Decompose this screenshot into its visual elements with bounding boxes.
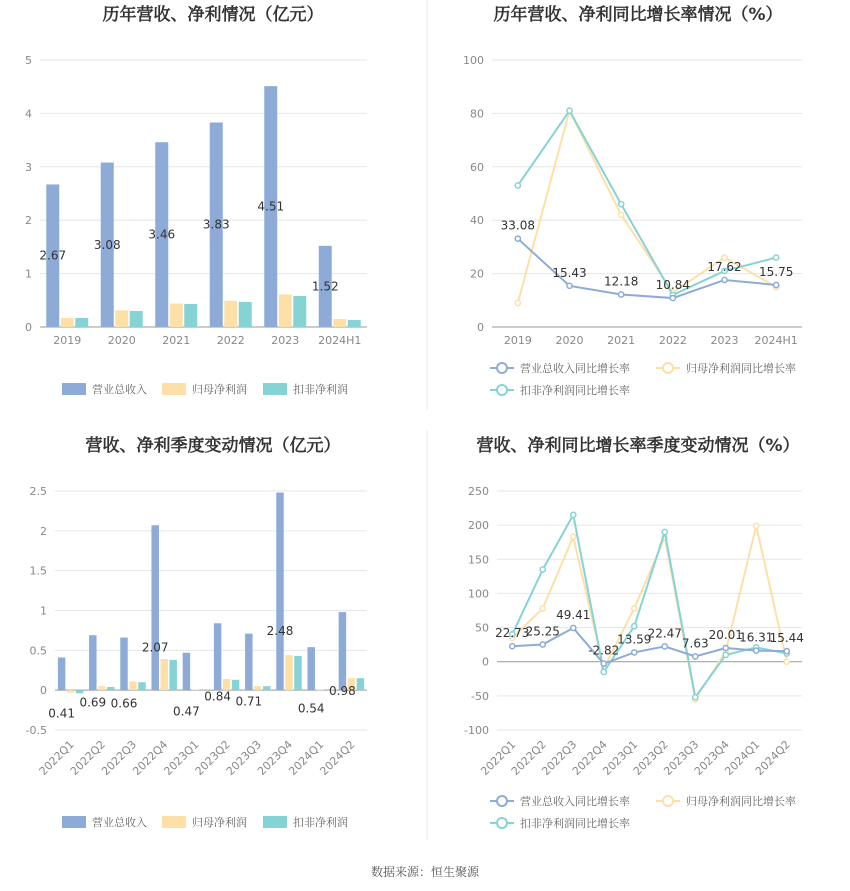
series-point <box>510 644 515 649</box>
bar-revenue <box>151 525 158 690</box>
x-tick-label: 2022Q4 <box>130 737 171 778</box>
bar-deducted-profit <box>76 690 83 693</box>
bar-deducted-profit <box>169 660 176 690</box>
legend-label: 归母净利润同比增长率 <box>686 795 796 808</box>
x-tick-label: 2024Q1 <box>722 737 763 778</box>
bar-data-label: 2.07 <box>141 640 169 655</box>
bar-revenue <box>339 612 346 690</box>
line-data-label: 22.47 <box>647 626 682 641</box>
legend-swatch <box>62 383 86 395</box>
series-point <box>601 669 606 674</box>
bar-data-label: 2.48 <box>266 624 294 639</box>
x-tick-label: 2024Q2 <box>752 737 793 778</box>
bar-deducted-profit <box>357 678 364 690</box>
bar-data-label: 0.54 <box>297 701 325 716</box>
series-point <box>754 648 759 653</box>
bar-net-profit <box>316 689 323 690</box>
x-tick-label: 2023Q4 <box>691 737 732 778</box>
line-data-label: 16.31 <box>739 630 774 645</box>
line-data-label: 49.41 <box>556 607 591 622</box>
series-point <box>632 624 637 629</box>
series-point <box>784 649 789 654</box>
quarterly-values-chart <box>26 435 367 829</box>
legend-swatch <box>263 383 287 395</box>
legend-marker <box>663 796 673 806</box>
x-tick-label: 2023Q2 <box>192 737 233 778</box>
series-point <box>784 659 789 664</box>
bar-revenue <box>214 623 221 690</box>
series-point <box>693 654 698 659</box>
bar-data-label: 3.83 <box>202 217 230 232</box>
series-point <box>662 529 667 534</box>
bar-data-label: 2.67 <box>39 248 67 263</box>
series-point <box>515 183 520 188</box>
legend-marker <box>663 363 673 373</box>
y-tick-label: 40 <box>470 214 484 228</box>
bar-revenue <box>58 658 65 691</box>
y-tick-label: 1.5 <box>29 564 47 578</box>
x-tick-label: 2022 <box>216 334 245 347</box>
legend-label: 营业总收入 <box>92 383 147 396</box>
y-tick-label: 20 <box>470 267 484 281</box>
series-point <box>670 295 675 300</box>
x-tick-label: 2022Q4 <box>569 737 610 778</box>
y-tick-label: 60 <box>470 160 484 174</box>
bar-data-label: 0.47 <box>173 704 200 719</box>
legend-marker <box>497 796 507 806</box>
bar-net-profit <box>223 679 230 690</box>
bar-data-label: 1.52 <box>311 279 339 294</box>
x-tick-label: 2021 <box>162 334 191 347</box>
series-point <box>774 255 779 260</box>
series-point <box>754 523 759 528</box>
x-tick-label: 2023Q1 <box>161 737 202 778</box>
bar-data-label: 0.98 <box>329 683 356 698</box>
x-tick-label: 2020 <box>107 334 136 347</box>
series-point <box>601 661 606 666</box>
bar-net-profit <box>224 301 237 327</box>
y-tick-label: 80 <box>470 107 484 121</box>
series-point <box>723 645 728 650</box>
y-tick-label: 100 <box>463 54 484 67</box>
series-point <box>693 695 698 700</box>
series-point <box>619 292 624 297</box>
line-data-label: -2.82 <box>588 643 620 658</box>
y-tick-label: 0 <box>477 321 484 334</box>
legend-label: 归母净利润同比增长率 <box>686 362 796 375</box>
x-tick-label: 2023Q4 <box>255 737 296 778</box>
x-tick-label: 2024H1 <box>754 334 798 347</box>
x-tick-label: 2022Q1 <box>36 737 77 778</box>
y-tick-label: -50 <box>471 689 489 703</box>
legend-label: 营业总收入同比增长率 <box>520 362 630 375</box>
line-data-label: 20.01 <box>708 628 743 643</box>
y-tick-label: 50 <box>475 621 489 635</box>
bar-net-profit <box>285 655 292 690</box>
line-data-label: 7.63 <box>681 636 709 651</box>
series-line-deducted-profit-growth <box>512 515 787 697</box>
series-point <box>571 534 576 539</box>
chart-title: 营收、净利同比增长率季度变动情况（%） <box>476 436 800 456</box>
x-tick-label: 2023Q1 <box>600 737 641 778</box>
bar-data-label: 3.46 <box>148 227 176 242</box>
y-tick-label: 0 <box>25 321 32 334</box>
series-point <box>515 300 520 305</box>
legend-label: 扣非净利润同比增长率 <box>520 384 630 397</box>
annual-growth-chart <box>463 4 802 397</box>
y-tick-label: 150 <box>468 553 489 567</box>
y-tick-label: 100 <box>468 587 489 601</box>
data-source-text: 数据来源：恒生聚源 <box>370 865 480 879</box>
legend-marker <box>497 385 507 395</box>
x-tick-label: 2022Q1 <box>478 737 519 778</box>
series-point <box>515 236 520 241</box>
series-point <box>540 606 545 611</box>
series-point <box>774 282 779 287</box>
quarterly-growth-chart <box>464 435 804 830</box>
bar-deducted-profit <box>293 296 306 327</box>
bar-data-label: 0.71 <box>235 694 263 709</box>
x-tick-label: 2020 <box>555 334 584 347</box>
y-tick-label: 250 <box>468 485 489 498</box>
bar-net-profit <box>254 686 261 690</box>
line-data-label: 15.43 <box>552 265 587 280</box>
legend-label: 营业总收入 <box>92 816 147 829</box>
bar-revenue <box>307 647 314 690</box>
series-point <box>722 277 727 282</box>
series-point <box>632 650 637 655</box>
bar-deducted-profit <box>184 304 197 327</box>
series-point <box>540 567 545 572</box>
bar-net-profit <box>98 686 105 690</box>
x-tick-label: 2023 <box>710 334 739 347</box>
legend-swatch <box>162 816 186 828</box>
legend-marker <box>497 818 507 828</box>
y-tick-label: 1 <box>40 604 47 618</box>
x-tick-label: 2019 <box>53 334 82 347</box>
y-tick-label: 5 <box>25 54 32 67</box>
legend-swatch <box>263 816 287 828</box>
x-tick-label: 2023Q3 <box>661 737 702 778</box>
bar-net-profit <box>61 318 74 327</box>
x-tick-label: 2023Q2 <box>630 737 671 778</box>
bar-deducted-profit <box>232 680 239 690</box>
line-data-label: 33.08 <box>500 218 536 233</box>
chart-title: 营收、净利季度变动情况（亿元） <box>85 436 341 456</box>
line-data-label: 10.84 <box>655 278 691 293</box>
legend-label: 营业总收入同比增长率 <box>520 795 630 808</box>
annual-values-chart <box>25 4 367 396</box>
y-tick-label: -0.5 <box>25 724 47 737</box>
bar-revenue <box>245 634 252 691</box>
bar-revenue <box>276 493 283 691</box>
line-data-label: 12.18 <box>603 274 639 289</box>
y-tick-label: 2 <box>25 214 32 228</box>
series-point <box>662 644 667 649</box>
legend-swatch <box>62 816 86 828</box>
bar-revenue <box>183 653 190 690</box>
bar-revenue <box>120 638 127 691</box>
bar-net-profit <box>192 689 199 690</box>
line-data-label: 15.75 <box>758 264 794 279</box>
x-tick-label: 2024H1 <box>318 334 362 347</box>
legend-marker <box>497 363 507 373</box>
bar-deducted-profit <box>239 302 252 327</box>
bar-deducted-profit <box>107 687 114 690</box>
x-tick-label: 2022Q3 <box>99 737 140 778</box>
line-data-label: 15.44 <box>769 631 804 646</box>
legend-swatch <box>162 383 186 395</box>
series-point <box>567 283 572 288</box>
bar-data-label: 3.08 <box>93 237 121 252</box>
line-data-label: 17.62 <box>707 259 742 274</box>
x-tick-label: 2024Q1 <box>286 737 327 778</box>
x-tick-label: 2024Q2 <box>317 737 358 778</box>
bar-net-profit <box>67 690 74 692</box>
series-point <box>567 108 572 113</box>
x-tick-label: 2022Q3 <box>539 737 580 778</box>
y-tick-label: 0 <box>40 684 47 698</box>
bar-deducted-profit <box>138 682 145 690</box>
x-tick-label: 2019 <box>503 334 532 347</box>
bar-deducted-profit <box>294 656 301 690</box>
series-point <box>571 512 576 517</box>
bar-data-label: 0.84 <box>204 689 231 704</box>
series-point <box>540 642 545 647</box>
legend-label: 归母净利润 <box>192 383 247 396</box>
y-tick-label: 0.5 <box>29 644 47 658</box>
y-tick-label: 3 <box>25 160 32 174</box>
legend-label: 归母净利润 <box>192 816 247 829</box>
bar-net-profit <box>333 319 346 327</box>
series-point <box>619 202 624 207</box>
bar-net-profit <box>129 681 136 690</box>
y-tick-label: -100 <box>464 724 489 737</box>
x-tick-label: 2022 <box>658 334 687 347</box>
bar-net-profit <box>160 659 167 690</box>
bar-deducted-profit <box>130 311 143 327</box>
y-tick-label: 1 <box>25 267 32 281</box>
legend-label: 扣非净利润同比增长率 <box>520 817 630 830</box>
y-tick-label: 0 <box>482 655 489 669</box>
bar-deducted-profit <box>348 320 361 327</box>
series-point <box>619 212 624 217</box>
x-tick-label: 2023 <box>271 334 300 347</box>
line-data-label: 13.59 <box>617 632 652 647</box>
line-data-label: 22.73 <box>495 626 530 641</box>
bar-net-profit <box>115 310 128 327</box>
x-tick-label: 2021 <box>607 334 636 347</box>
y-tick-label: 4 <box>25 107 32 121</box>
x-tick-label: 2022Q2 <box>67 737 108 778</box>
bar-net-profit <box>279 294 292 327</box>
legend-label: 扣非净利润 <box>293 383 348 396</box>
bar-deducted-profit <box>263 686 270 690</box>
line-data-label: 25.25 <box>525 624 560 639</box>
y-tick-label: 2 <box>40 524 47 538</box>
series-point <box>723 652 728 657</box>
chart-title: 历年营收、净利情况（亿元） <box>102 5 324 25</box>
bar-deducted-profit <box>75 318 88 327</box>
x-tick-label: 2022Q2 <box>508 737 549 778</box>
bar-data-label: 0.41 <box>48 706 75 721</box>
bar-data-label: 0.69 <box>79 695 107 710</box>
chart-title: 历年营收、净利同比增长率情况（%） <box>493 5 783 25</box>
bar-data-label: 4.51 <box>257 199 285 214</box>
series-point <box>571 625 576 630</box>
bar-data-label: 0.66 <box>110 696 138 711</box>
bar-net-profit <box>170 304 183 327</box>
series-point <box>632 606 637 611</box>
bar-revenue <box>89 635 96 690</box>
y-tick-label: 2.5 <box>29 485 47 498</box>
y-tick-label: 200 <box>468 519 489 533</box>
x-tick-label: 2023Q3 <box>223 737 264 778</box>
legend-label: 扣非净利润 <box>293 816 348 829</box>
